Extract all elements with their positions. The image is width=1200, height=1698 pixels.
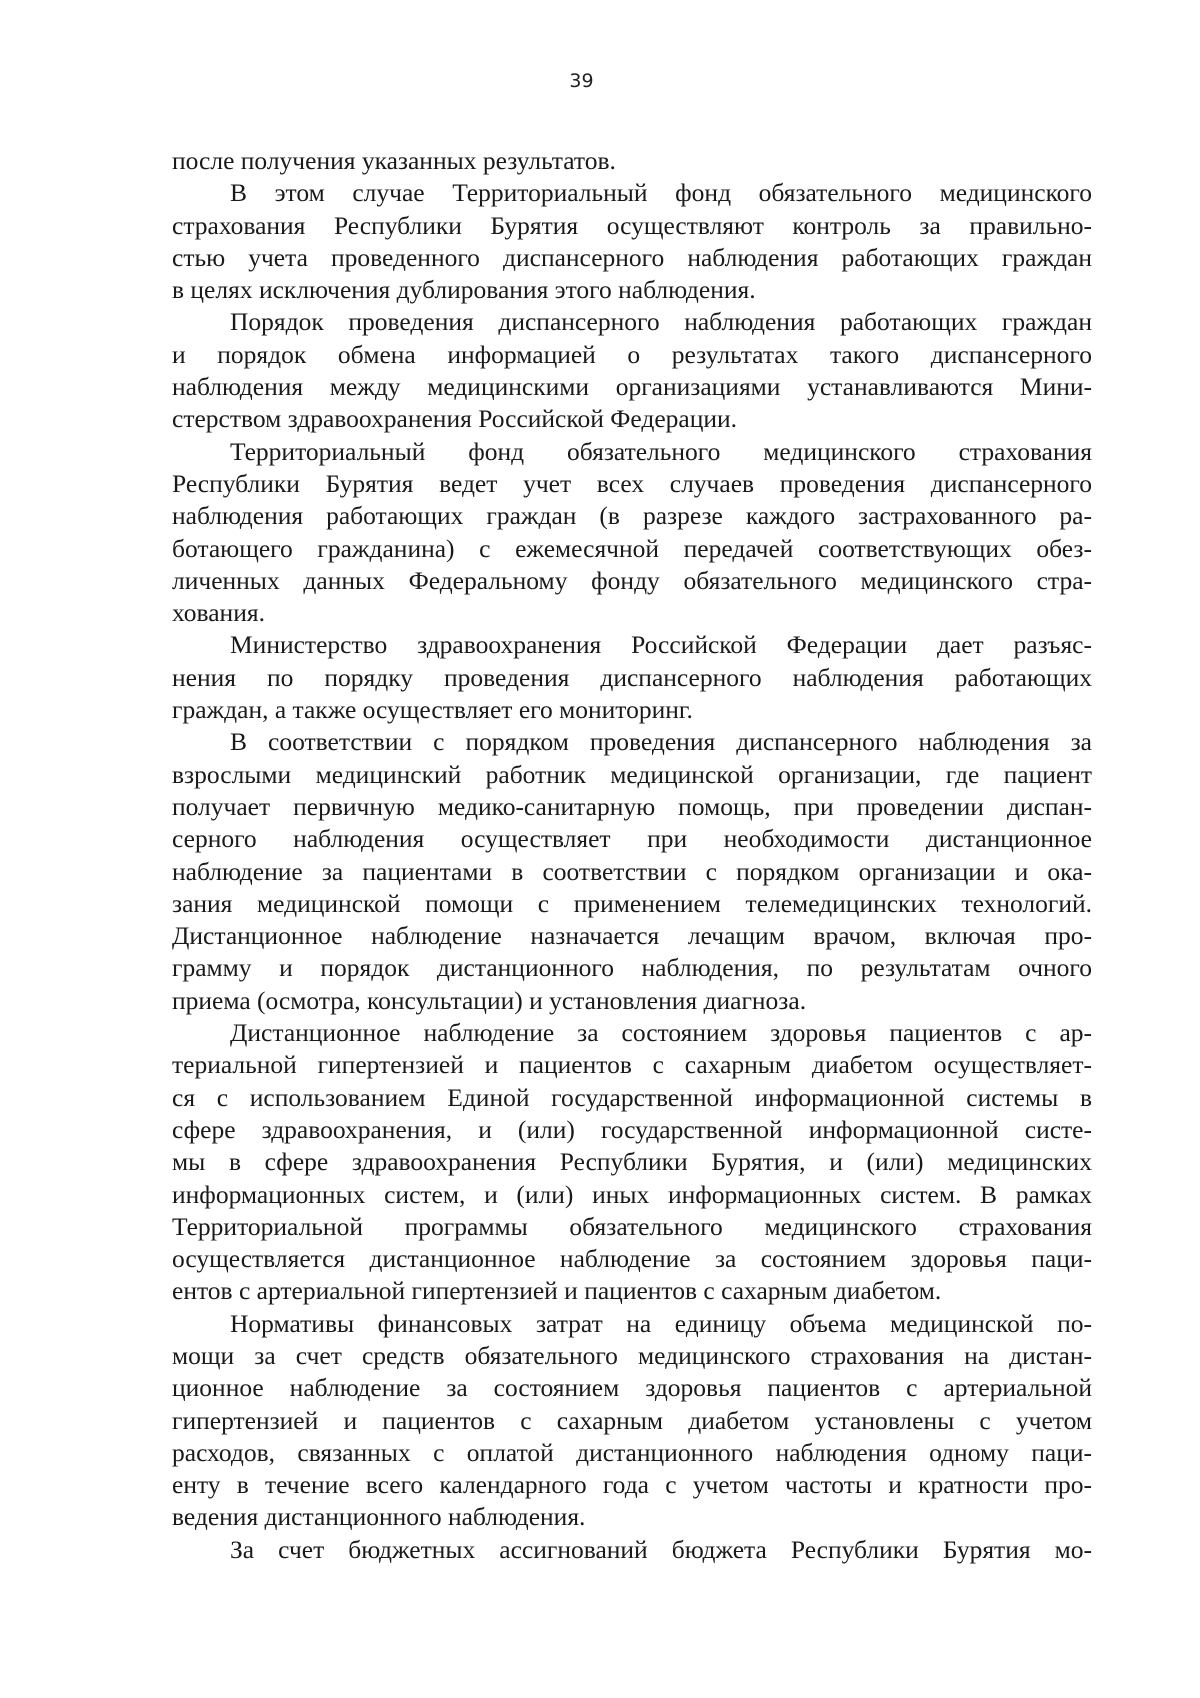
text-line: взрослыми медицинский работник медицинской организации, где пациент [172,759,1092,789]
text-line: Дистанционное наблюдение за состоянием здоровья пациентов с ар- [230,1018,1092,1048]
paragraph [172,1017,1092,1308]
text-line: информационных систем, и (или) иных информационных систем. В рамках [172,1179,1092,1209]
text-line: серного наблюдения осуществляет при необходимости дистанционное [172,824,1092,854]
paragraph [172,1308,1092,1534]
paragraph [172,1534,1092,1566]
text-line: Нормативы финансовых затрат на единицу объема медицинской по- [230,1308,1092,1338]
paragraph [172,726,1092,1017]
text-line: и порядок обмена информацией о результатах такого диспансерного [172,339,1092,369]
text-line: после получения указанных результатов. [172,146,616,175]
text-line: зания медицинской помощи с применением телемедицинских технологий. [172,888,1092,918]
text-line: териальной гипертензией и пациентов с сахарным диабетом осуществляет- [172,1050,1092,1080]
text-line: страхования Республики Бурятия осуществляют контроль за правильно- [172,210,1092,240]
text-line: хования. [172,598,265,628]
text-line: енту в течение всего календарного года с учетом частоты и кратности про- [172,1470,1092,1500]
text-line: ся с использованием Единой государственной информационной системы в [172,1082,1092,1112]
text-line: ведения дистанционного наблюдения. [172,1502,586,1532]
text-line: в целях исключения дублирования этого наблюдения. [172,275,756,305]
text-line: Республики Бурятия ведет учет всех случаев проведения диспансерного [172,468,1092,498]
text-line: Территориальный фонд обязательного медицинского страхования [230,436,1092,466]
text-line: За счет бюджетных ассигнований бюджета Республики Бурятия мо- [230,1534,1092,1564]
page-number: 39 [569,70,594,92]
text-line: ционное наблюдение за состоянием здоровья пациентов с артериальной [172,1373,1092,1403]
text-line: расходов, связанных с оплатой дистанционного наблюдения одному паци- [172,1437,1092,1467]
text-line: наблюдения между медицинскими организациями устанавливаются Мини- [172,372,1092,402]
text-line: мощи за счет средств обязательного медицинского страхования на дистан- [172,1340,1092,1370]
text-line: Министерство здравоохранения Российской Федерации дает разъяс- [230,630,1092,660]
text-line: В соответствии с порядком проведения диспансерного наблюдения за [230,727,1092,757]
text-line: осуществляется дистанционное наблюдение за состоянием здоровья паци- [172,1244,1092,1274]
text-line: нения по порядку проведения диспансерного наблюдения работающих [172,662,1092,692]
text-line: Порядок проведения диспансерного наблюдения работающих граждан [230,307,1092,337]
text-line: граждан, а также осуществляет его мониторинг. [172,695,693,725]
text-line: стерством здравоохранения Российской Федерации. [172,404,738,434]
text-line: мы в сфере здравоохранения Республики Бурятия, и (или) медицинских [172,1147,1092,1177]
text-line: приема (осмотра, консультации) и установления диагноза. [172,985,807,1015]
text-line: грамму и порядок дистанционного наблюдения, по результатам очного [172,953,1092,983]
paragraph [172,629,1092,726]
text-line: получает первичную медико-санитарную помощь, при проведении диспан- [172,791,1092,821]
text-line: ботающего гражданина) с ежемесячной передачей соответствующих обез- [172,533,1092,563]
text-line: В этом случае Территориальный фонд обязательного медицинского [230,178,1092,208]
text-line: Территориальной программы обязательного медицинского страхования [172,1211,1092,1241]
text-line: гипертензией и пациентов с сахарным диабетом установлены с учетом [172,1405,1092,1435]
paragraph [172,306,1092,435]
paragraph [172,145,1092,177]
text-line: наблюдения работающих граждан (в разрезе каждого застрахованного ра- [172,501,1092,531]
text-line: личенных данных Федеральному фонду обязательного медицинского стра- [172,565,1092,595]
paragraph [172,436,1092,630]
text-line: ентов с артериальной гипертензией и пациентов с сахарным диабетом. [172,1276,942,1306]
text-line: Дистанционное наблюдение назначается лечащим врачом, включая про- [172,921,1092,951]
text-line: наблюдение за пациентами в соответствии с порядком организации и ока- [172,856,1092,886]
text-line: сфере здравоохранения, и (или) государственной информационной систе- [172,1114,1092,1144]
document-body [172,145,1092,1566]
paragraph [172,177,1092,306]
text-line: стью учета проведенного диспансерного наблюдения работающих граждан [172,242,1092,272]
